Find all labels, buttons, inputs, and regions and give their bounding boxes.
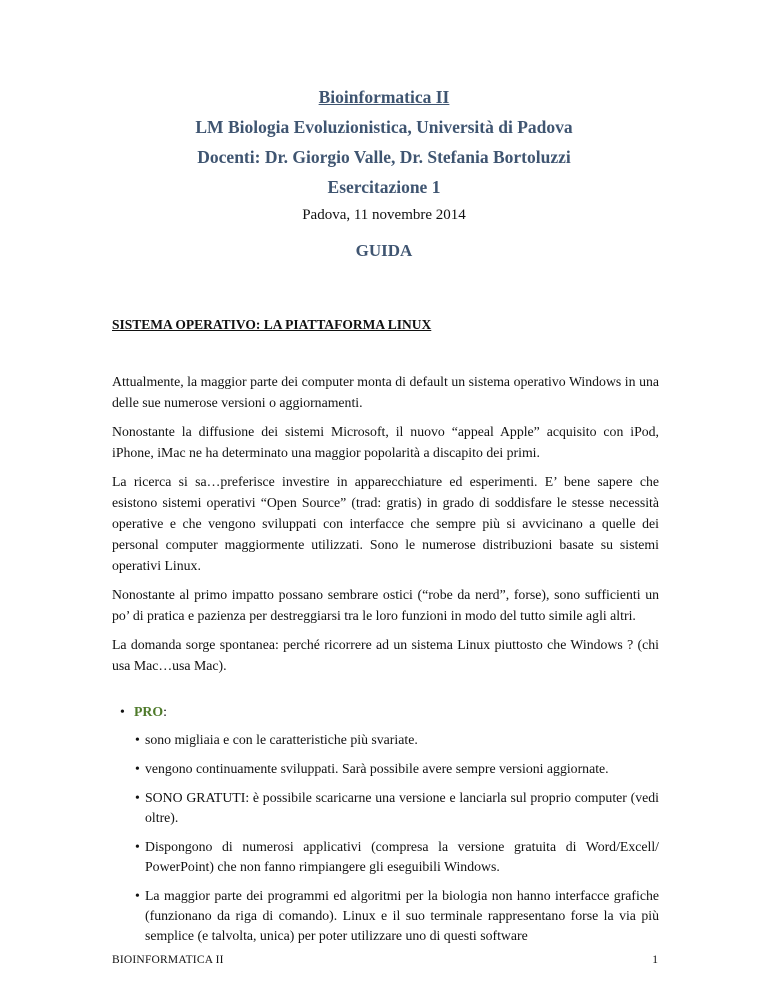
page-number: 1 — [652, 954, 658, 966]
pro-heading — [120, 702, 659, 722]
pro-list — [112, 702, 659, 955]
bullet-icon: • — [135, 732, 140, 747]
bullet-icon: • — [135, 839, 140, 854]
list-item — [135, 730, 659, 750]
list-item-text: La maggior parte dei programmi ed algoritmi per la biologia non hanno interfacce grafiche (funzionano da riga di comando). Linux e il suo terminale rappresentano forse la via più semplice (e talvolta, unica) per poter utilizzare uno di questi software — [145, 888, 659, 943]
bullet-icon: • — [135, 761, 140, 776]
pro-label: PRO — [134, 704, 164, 719]
course-title: Bioinformatica II — [318, 87, 450, 107]
bullet-icon: • — [120, 704, 125, 719]
list-item-text: SONO GRATUTI: è possibile scaricarne una versione e lanciarla sul proprio computer (vedi oltre). — [145, 790, 659, 825]
bullet-icon: • — [135, 790, 140, 805]
footer-title: BIOINFORMATICA II — [112, 954, 224, 966]
program-title: LM Biologia Evoluzionistica, Università di Padova — [195, 117, 573, 137]
date-line: Padova, 11 novembre 2014 — [302, 207, 466, 223]
pro-items — [112, 730, 659, 946]
paragraph: La ricerca si sa…preferisce investire in apparecchiature ed esperimenti. E’ bene sapere che esistono sistemi operativi “Open Source” (trad: gratis) in grado di soddisfare le stesse necessità operative e che vengono sviluppati con interfacce che sempre più si avvicinano a quelle dei personal computer maggiormente utilizzati. Sono le numerose distribuzioni basate su sistemi operativi Linux. — [112, 474, 659, 573]
pro-colon: : — [163, 704, 167, 719]
paragraph: Nonostante al primo impatto possano sembrare ostici (“robe da nerd”, forse), sono sufficienti un po’ di pratica e pazienza per destreggiarsi tra le loro funzioni in modo del tutto simile agli altri. — [112, 587, 659, 623]
paragraph: Attualmente, la maggior parte dei computer monta di default un sistema operativo Windows in una delle sue numerose versioni o aggiornamenti. — [112, 374, 659, 410]
document-header — [0, 82, 768, 228]
paragraph: Nonostante la diffusione dei sistemi Microsoft, il nuovo “appeal Apple” acquisito con iPod, iPhone, iMac ne ha determinato una maggior popolarità a discapito dei primi. — [112, 424, 659, 460]
paragraph: La domanda sorge spontanea: perché ricorrere ad un sistema Linux piuttosto che Windows ? (chi usa Mac…usa Mac). — [112, 637, 659, 673]
bullet-icon: • — [135, 888, 140, 903]
list-item-text: Dispongono di numerosi applicativi (compresa la versione gratuita di Word/Excell/ PowerPoint) che non fanno rimpiangere gli eseguibili Windows. — [145, 839, 659, 874]
teachers-line: Docenti: Dr. Giorgio Valle, Dr. Stefania Bortoluzzi — [197, 147, 571, 167]
list-item — [135, 788, 659, 828]
list-item — [135, 837, 659, 877]
guide-title: GUIDA — [355, 241, 413, 260]
list-item-text: sono migliaia e con le caratteristiche più svariate. — [145, 732, 418, 747]
list-item-text: vengono continuamente sviluppati. Sarà possibile avere sempre versioni aggiornate. — [145, 761, 609, 776]
list-item — [135, 886, 659, 946]
body-paragraphs — [112, 371, 659, 684]
list-item — [135, 759, 659, 779]
section-title: SISTEMA OPERATIVO: LA PIATTAFORMA LINUX — [112, 317, 432, 332]
exercise-title: Esercitazione 1 — [327, 177, 441, 197]
